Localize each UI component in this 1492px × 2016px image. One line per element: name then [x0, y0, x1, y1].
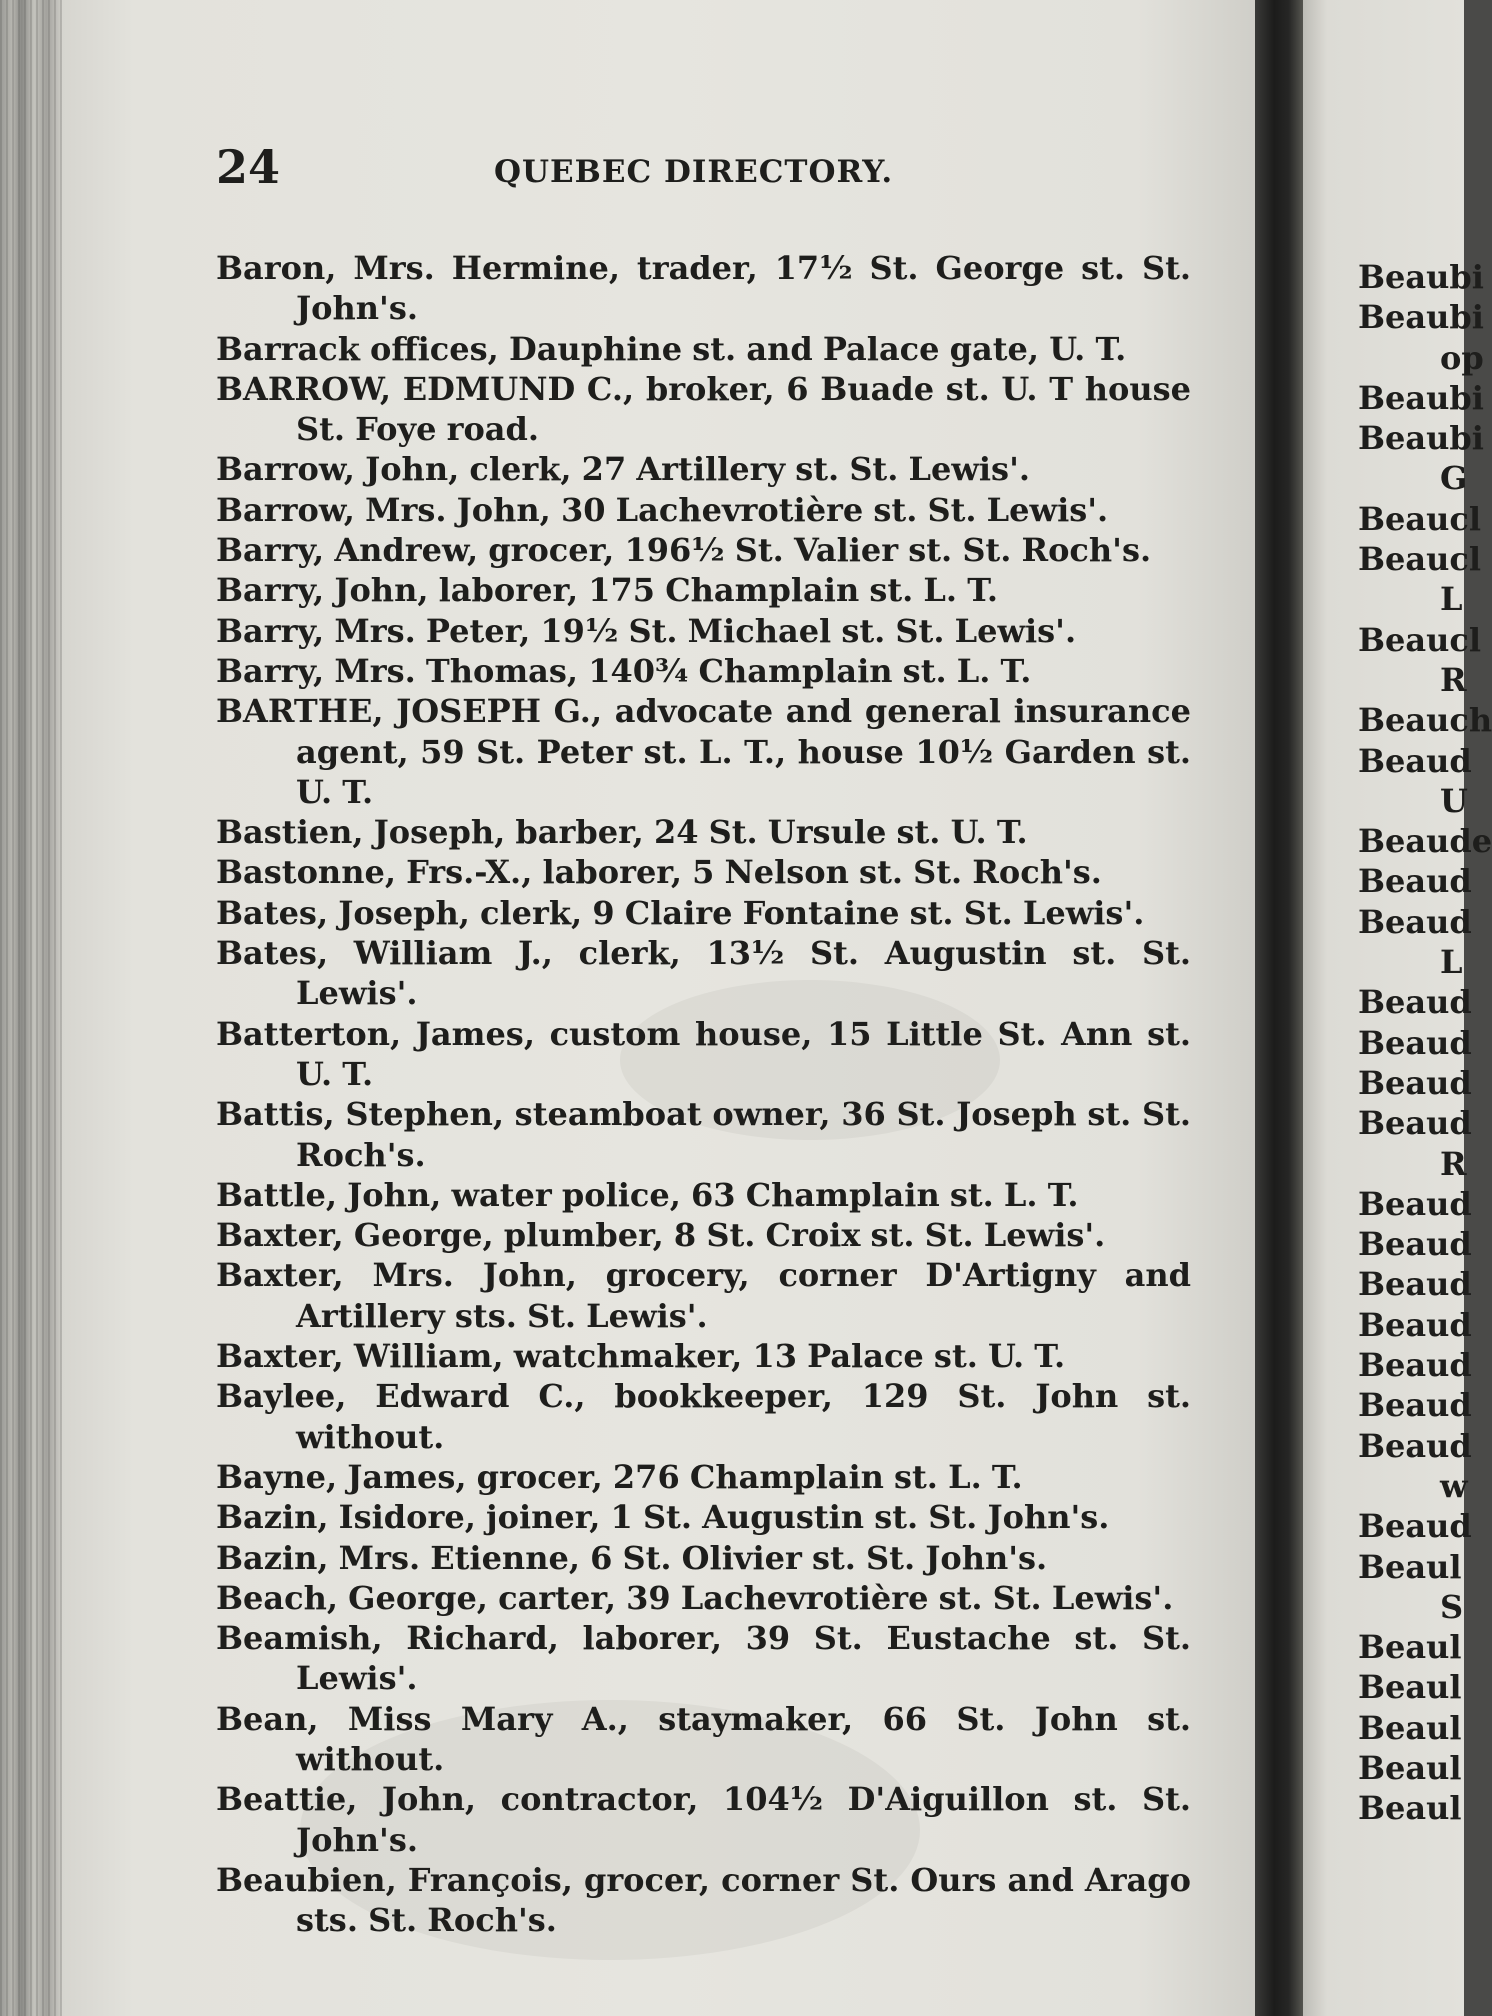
- right-page-fragment: Beaud: [1358, 741, 1472, 780]
- right-page-fragment: G: [1440, 459, 1468, 498]
- right-page-fragment: Beaud: [1358, 1346, 1472, 1385]
- right-page-fragment: w: [1440, 1466, 1468, 1505]
- right-page-fragment: L: [1440, 580, 1463, 619]
- right-page-fragment: Beaud: [1358, 1426, 1472, 1465]
- right-page-fragment: Beaude: [1358, 822, 1492, 861]
- directory-entry: Barry, Andrew, grocer, 196½ St. Valier st. St. Roch's.: [216, 531, 1152, 570]
- directory-entry: Baron, Mrs. Hermine, trader, 17½ St. George st. St. John's.: [216, 249, 1191, 328]
- directory-entry: Bayne, James, grocer, 276 Champlain st. L. T.: [216, 1457, 1023, 1496]
- directory-entry: Batterton, James, custom house, 15 Little St. Ann st. U. T.: [216, 1014, 1191, 1093]
- right-page-fragment: L: [1440, 943, 1463, 982]
- directory-entry: Barrow, John, clerk, 27 Artillery st. St. Lewis'.: [216, 450, 1030, 489]
- page-header: [216, 140, 916, 200]
- right-page-fragment: Beaubi: [1358, 419, 1484, 458]
- right-page-fragment: Beaud: [1358, 862, 1472, 901]
- right-page-fragment: Beaubi: [1358, 378, 1484, 417]
- directory-entry: Baylee, Edward C., bookkeeper, 129 St. John st. without.: [216, 1377, 1191, 1456]
- directory-entry: BARTHE, JOSEPH G., advocate and general insurance agent, 59 St. Peter st. L. T., house 10½ Garden st. U. T.: [216, 692, 1191, 811]
- directory-entry: Barry, Mrs. Peter, 19½ St. Michael st. St. Lewis'.: [216, 611, 1077, 650]
- directory-entry: Beaubien, François, grocer, corner St. Ours and Arago sts. St. Roch's.: [216, 1860, 1191, 1940]
- directory-entry: Barry, John, laborer, 175 Champlain st. L. T.: [216, 571, 999, 610]
- directory-entry: Beach, George, carter, 39 Lachevrotière st. St. Lewis'.: [216, 1578, 1174, 1617]
- directory-entry: Bastien, Joseph, barber, 24 St. Ursule st. U. T.: [216, 813, 1028, 852]
- page-number: 24: [216, 140, 281, 194]
- directory-entry: Baxter, George, plumber, 8 St. Croix st. St. Lewis'.: [216, 1216, 1106, 1255]
- directory-entry: Bazin, Mrs. Etienne, 6 St. Olivier st. St. John's.: [216, 1538, 1048, 1577]
- directory-entry: Baxter, Mrs. John, grocery, corner D'Artigny and Artillery sts. St. Lewis'.: [216, 1256, 1191, 1335]
- right-page-fragment: Beaul: [1358, 1789, 1462, 1828]
- right-page-fragment: Beaul: [1358, 1708, 1462, 1747]
- right-page-fragment: Beaucl: [1358, 499, 1482, 538]
- directory-entry: Bates, Joseph, clerk, 9 Claire Fontaine st. St. Lewis'.: [216, 893, 1145, 932]
- directory-entry: Bazin, Isidore, joiner, 1 St. Augustin st. St. John's.: [216, 1498, 1110, 1537]
- book-gutter: [1255, 0, 1303, 2016]
- right-page-fragment: Beaud: [1358, 1386, 1472, 1425]
- right-page-fragment: Beaul: [1358, 1748, 1462, 1787]
- right-page-fragment: Beaud: [1358, 1265, 1472, 1304]
- right-page-fragment: Beaud: [1358, 1104, 1472, 1143]
- directory-entry: Barrack offices, Dauphine st. and Palace gate, U. T.: [216, 329, 1127, 368]
- directory-entry: Bastonne, Frs.-X., laborer, 5 Nelson st. St. Roch's.: [216, 853, 1102, 892]
- directory-entry: Battle, John, water police, 63 Champlain st. L. T.: [216, 1175, 1079, 1214]
- right-page-fragment: Beaul: [1358, 1547, 1462, 1586]
- directory-entry: Barrow, Mrs. John, 30 Lachevrotière st. St. Lewis'.: [216, 490, 1109, 529]
- right-page-fragment: Beaud: [1358, 1184, 1472, 1223]
- page-edge-stack: [0, 0, 62, 2016]
- right-page-fragment: Beaubi: [1358, 298, 1484, 337]
- right-page-fragment: Beaud: [1358, 1225, 1472, 1264]
- right-page-column: [1358, 257, 1492, 1829]
- right-page-fragment: R: [1440, 660, 1467, 699]
- right-page-fragment: Beaud: [1358, 1023, 1472, 1062]
- right-page-fragment: Beaud: [1358, 1063, 1472, 1102]
- directory-entry: Barry, Mrs. Thomas, 140¾ Champlain st. L. T.: [216, 651, 1032, 690]
- right-page-fragment: S: [1440, 1587, 1464, 1626]
- directory-entry: Baxter, William, watchmaker, 13 Palace st. U. T.: [216, 1337, 1066, 1376]
- right-page-fragment: op: [1440, 338, 1484, 377]
- right-page-fragment: Beaul: [1358, 1628, 1462, 1667]
- directory-entry: Beattie, John, contractor, 104½ D'Aiguillon st. St. John's.: [216, 1780, 1191, 1859]
- right-page-fragment: U: [1440, 781, 1468, 820]
- right-page-fragment: R: [1440, 1144, 1467, 1183]
- right-page-fragment: Beaucl: [1358, 540, 1482, 579]
- right-page-fragment: Beauch: [1358, 701, 1492, 740]
- right-page-fragment: Beaud: [1358, 983, 1472, 1022]
- right-page-fragment: Beaud: [1358, 1507, 1472, 1546]
- right-page-fragment: Beaul: [1358, 1668, 1462, 1707]
- right-page-fragment: Beaucl: [1358, 620, 1482, 659]
- directory-entry: Battis, Stephen, steamboat owner, 36 St. Joseph st. St. Roch's.: [216, 1095, 1191, 1174]
- directory-entry: BARROW, EDMUND C., broker, 6 Buade st. U. T house St. Foye road.: [216, 369, 1191, 449]
- directory-entry: Beamish, Richard, laborer, 39 St. Eustache st. St. Lewis'.: [216, 1619, 1191, 1698]
- right-page-fragment: Beaubi: [1358, 258, 1484, 296]
- directory-entry: Bates, William J., clerk, 13½ St. Augustin st. St. Lewis'.: [216, 934, 1191, 1013]
- right-page-fragment: Beaud: [1358, 1305, 1472, 1344]
- right-page-fragment: Beaud: [1358, 902, 1472, 941]
- directory-entry: Bean, Miss Mary A., staymaker, 66 St. John st. without.: [216, 1699, 1191, 1778]
- running-head: QUEBEC DIRECTORY.: [494, 154, 894, 190]
- directory-entries: [216, 248, 1191, 1940]
